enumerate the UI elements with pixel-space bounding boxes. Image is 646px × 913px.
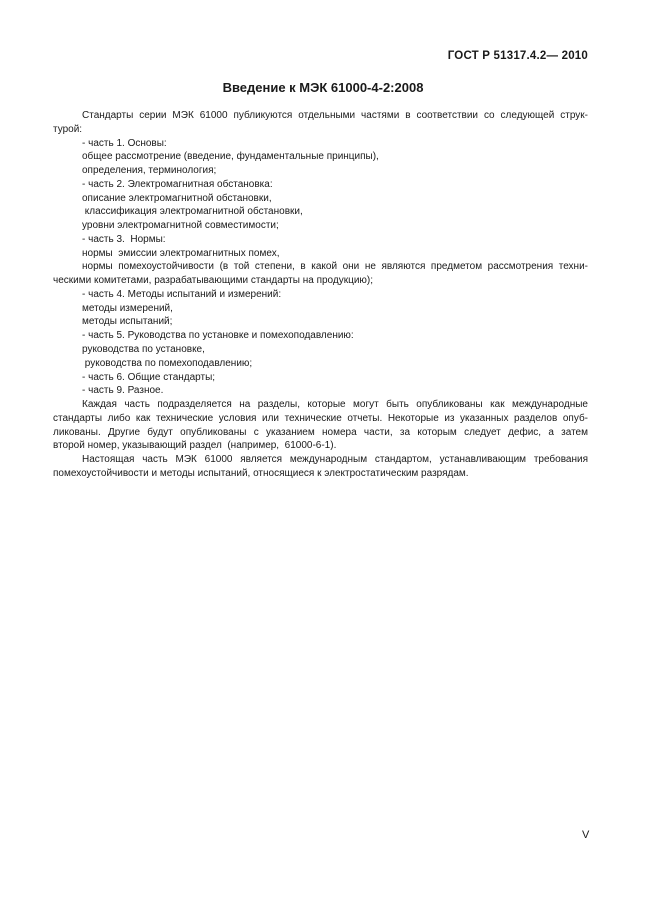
text-line: - часть 6. Общие стандарты; <box>82 371 216 383</box>
text-line: общее рассмотрение (введение, фундаментальные принципы), <box>82 151 379 163</box>
section-title: Введение к МЭК 61000-4-2:2008 <box>222 80 424 95</box>
text-line: определения, терминология; <box>82 165 217 177</box>
text-line: - часть 2. Электромагнитная обстановка: <box>82 178 273 190</box>
text-line: - часть 4. Методы испытаний и измерений: <box>82 288 282 300</box>
text-line: классификация электромагнитной обстановки, <box>82 206 303 218</box>
text-line: нормы эмиссии электромагнитных помех, <box>82 247 280 259</box>
text-line: Каждая часть подразделяется на разделы, которые могут быть опубликованы как международные <box>82 399 588 411</box>
document-body <box>53 109 588 481</box>
text-line: руководства по помехоподавлению; <box>82 357 253 369</box>
text-line: Настоящая часть МЭК 61000 является международным стандартом, устанавливающим требования <box>82 454 588 466</box>
text-line: - часть 1. Основы: <box>82 137 167 149</box>
text-line: ликованы. Другие будут опубликованы с указанием номера части, за которым следует дефис, а затем <box>53 426 588 438</box>
text-line: нормы помехоустойчивости (в той степени, в какой они не являются предметом рассмотрения техни- <box>82 261 588 273</box>
text-line: второй номер, указывающий раздел (например, 61000-6-1). <box>53 440 337 452</box>
text-line: уровни электромагнитной совместимости; <box>82 220 279 232</box>
text-line: стандарты либо как технические условия или технические отчеты. Некоторые из указанных разделов опуб- <box>53 412 588 424</box>
text-line: - часть 9. Разное. <box>82 385 164 397</box>
page-number: V <box>582 829 590 841</box>
text-line: методы испытаний; <box>82 316 173 328</box>
text-line: руководства по установке, <box>82 344 205 356</box>
text-line: - часть 3. Нормы: <box>82 233 166 245</box>
document-number-header: ГОСТ Р 51317.4.2— 2010 <box>447 50 588 62</box>
text-line: помехоустойчивости и методы испытаний, относящиеся к электростатическим разрядам. <box>53 467 469 479</box>
text-line: турой: <box>53 123 83 135</box>
text-line: Стандарты серии МЭК 61000 публикуются отдельными частями в соответствии со следующей струк- <box>82 110 588 121</box>
text-line: ческими комитетами, разрабатывающими стандарты на продукцию); <box>53 275 374 287</box>
text-line: описание электромагнитной обстановки, <box>82 192 272 204</box>
text-line: - часть 5. Руководства по установке и помехоподавлению: <box>82 330 354 342</box>
text-line: методы измерений, <box>82 302 173 314</box>
